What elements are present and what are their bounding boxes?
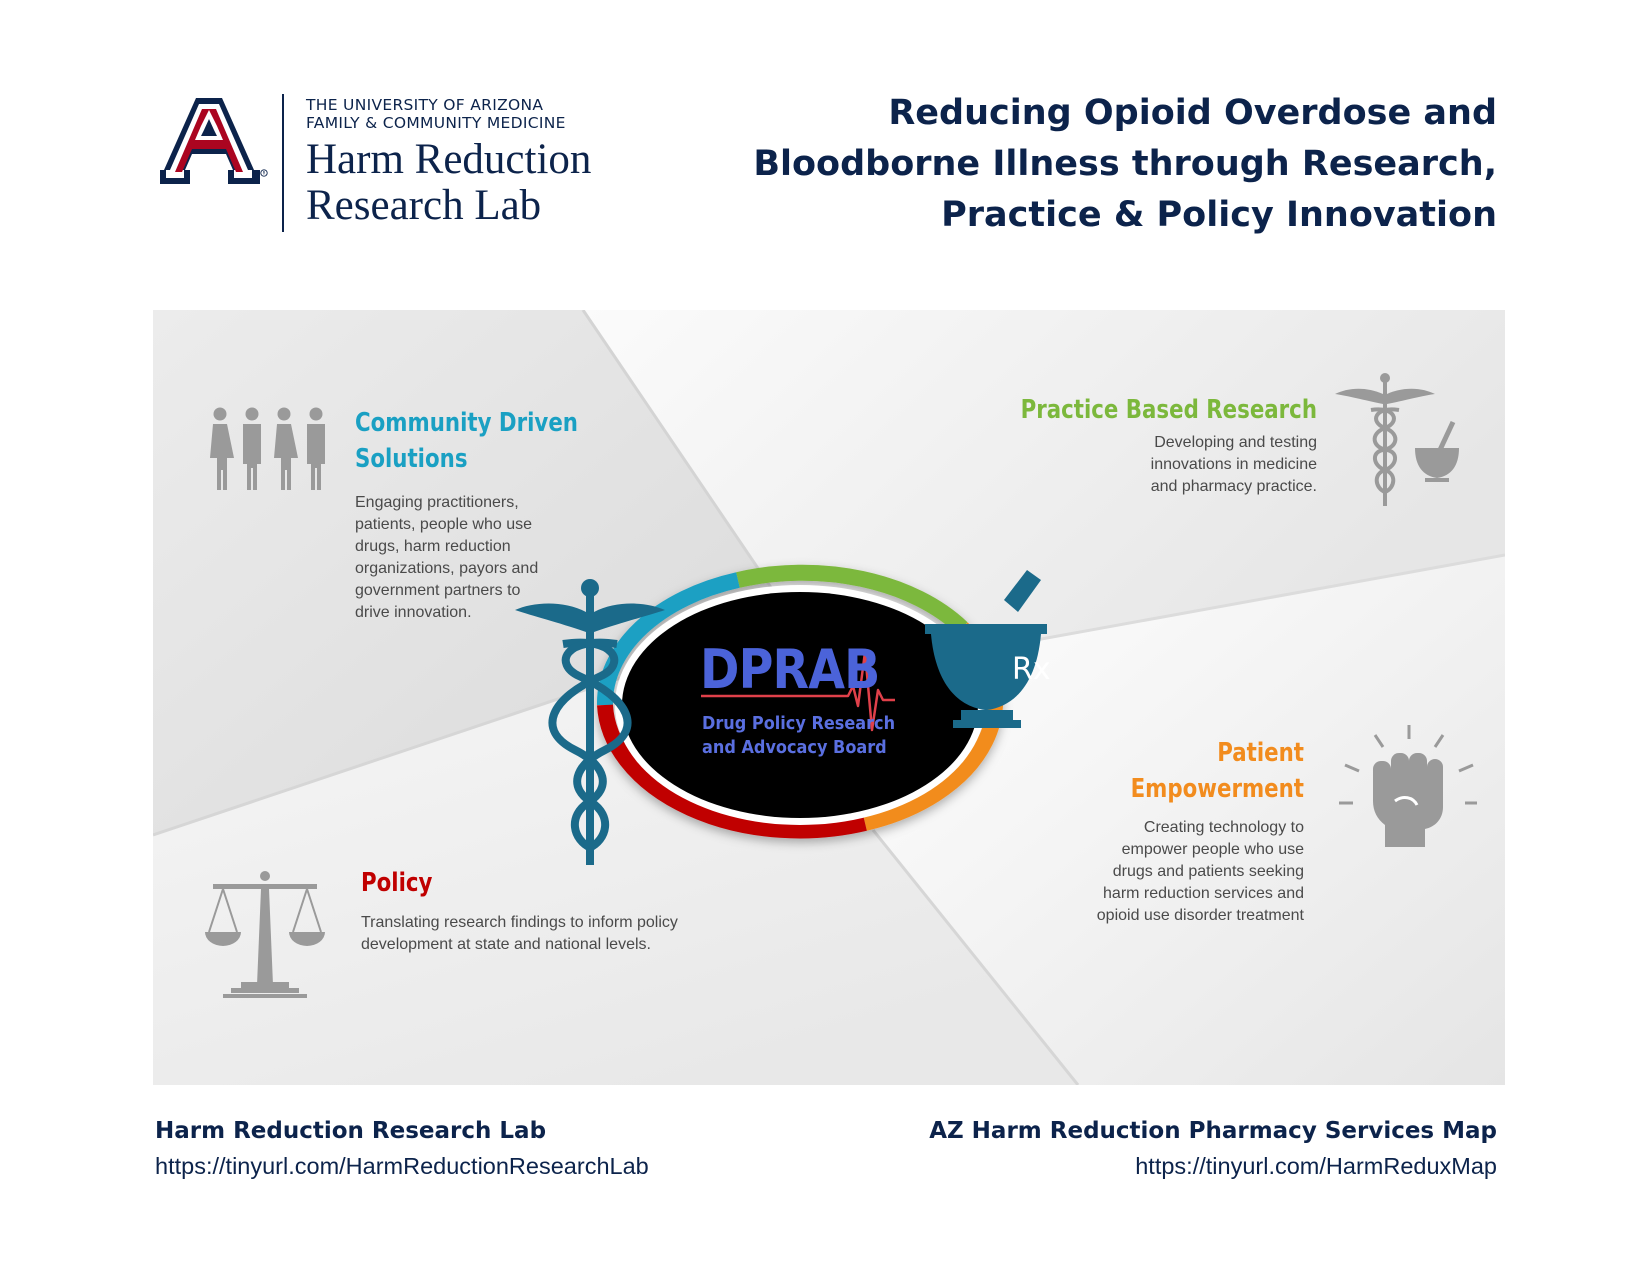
university-of-arizona-logo — [160, 92, 270, 192]
logo-block — [160, 92, 640, 232]
map-url-link[interactable]: https://tinyurl.com/HarmReduxMap — [1135, 1153, 1497, 1179]
body-line: empower people who use — [1121, 841, 1304, 858]
patient-empowerment-title — [1107, 735, 1304, 807]
lab-name-line1: Harm Reduction — [306, 136, 592, 183]
body-line: development at state and national levels. — [361, 936, 651, 953]
practice-based-research-title: Practice Based Research — [1020, 395, 1317, 425]
body-line: drive innovation. — [355, 604, 472, 621]
logo-divider — [282, 94, 284, 232]
dprab-center-graphic — [515, 540, 1085, 870]
body-line: innovations in medicine — [1150, 456, 1317, 473]
page-title-line: Practice & Policy Innovation — [941, 195, 1497, 235]
body-line: government partners to — [355, 582, 521, 599]
body-line: patients, people who use — [355, 516, 533, 533]
body-line: Creating technology to — [1143, 819, 1304, 836]
fist-icon — [1337, 725, 1477, 850]
body-line: harm reduction services and — [1103, 885, 1304, 902]
section-title-line: Solutions — [355, 444, 468, 474]
body-line: Engaging practitioners, — [355, 494, 519, 511]
body-line: Developing and testing — [1154, 434, 1317, 451]
svg-text:R: R — [262, 170, 266, 176]
page-title — [737, 88, 1497, 241]
page-title-line: Reducing Opioid Overdose and — [888, 93, 1497, 133]
section-title-line: Community Driven — [355, 408, 578, 438]
people-icon — [205, 406, 333, 492]
section-title-line: Empowerment — [1130, 774, 1304, 804]
dprab-emblem — [515, 540, 1085, 870]
lab-url-link[interactable]: https://tinyurl.com/HarmReductionResearchLab — [155, 1153, 649, 1179]
dprab-acronym: DPRAB — [700, 638, 880, 701]
caduceus-mortar-icon — [1335, 370, 1465, 510]
practice-based-research-text — [1097, 432, 1317, 498]
body-line: organizations, payors and — [355, 560, 539, 577]
patient-empowerment-text — [1069, 817, 1304, 927]
university-name: THE UNIVERSITY OF ARIZONA — [306, 96, 544, 114]
footer-map-heading: AZ Harm Reduction Pharmacy Services Map — [929, 1118, 1497, 1144]
body-line: Translating research findings to inform policy — [361, 914, 678, 931]
dprab-subtitle-line1: Drug Policy Research — [702, 714, 896, 734]
lab-name-line2: Research Lab — [306, 182, 542, 229]
section-title-line: Patient — [1217, 738, 1304, 768]
page-title-line: Bloodborne Illness through Research, — [753, 144, 1497, 184]
body-line: opioid use disorder treatment — [1096, 907, 1304, 924]
body-line: drugs and patients seeking — [1112, 863, 1304, 880]
policy-title: Policy — [361, 868, 433, 898]
department-name: FAMILY & COMMUNITY MEDICINE — [306, 114, 566, 132]
body-line: drugs, harm reduction — [355, 538, 511, 555]
community-driven-solutions-title — [355, 405, 585, 477]
dprab-subtitle-line2: and Advocacy Board — [702, 738, 887, 758]
rx-label: Rx — [1012, 652, 1051, 687]
footer-lab-heading: Harm Reduction Research Lab — [155, 1118, 547, 1144]
policy-text — [361, 912, 721, 956]
body-line: and pharmacy practice. — [1150, 478, 1317, 495]
scales-icon — [205, 870, 325, 1005]
